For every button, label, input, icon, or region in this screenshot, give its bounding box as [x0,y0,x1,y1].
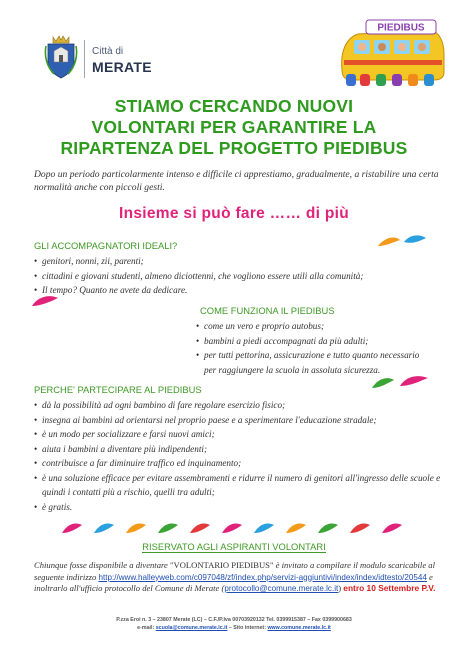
list-item: • è un modo per socializzare e farsi nuovi amici; [34,427,444,442]
list-item: • è gratis. [34,500,444,515]
list-item: • come un vero e proprio autobus; [196,319,426,334]
list-item: • dà la possibilità ad ogni bambino di fare regolare esercizio fisico; [34,398,444,413]
list-item: • cittadini e giovani studenti, almeno diciottenni, che vogliono essere utili alla comunità; [34,269,444,284]
reserved-title: RISERVATO AGLI ASPIRANTI VOLONTARI [142,541,326,552]
list-item: • aiuta i bambini a diventare più indipendenti; [34,442,444,457]
headline-line-2: VOLONTARI PER GARANTIRE LA [91,117,377,137]
section-2-list [196,319,426,377]
list-item: • per tutti pettorina, assicurazione e tutto quanto necessario per raggiungere la scuola in assoluta sicurezza. [196,348,426,377]
feather-icon [94,524,114,533]
list-item: • contribuisce a far diminuire traffico ed inquinamento; [34,456,444,471]
deadline: entro 10 Settembre P.V. [343,583,436,593]
feather-icon [350,524,370,533]
headline-line-1: STIAMO CERCANDO NUOVI [114,96,354,116]
list-item: • è una soluzione efficace per evitare assembramenti e ridurre il numero di genitori all'ingresso delle scuole e quindi i contatti più a rischio, quelli tra adulti; [34,471,444,500]
closing-text: Chiunque fosse disponibile a diventare "VOLONTARIO PIEDIBUS" è invitato a compilare il modulo scaricabile al seguente indirizzo http://www.halleyweb.com/c097048/zf/index.php/servizi-aggiuntivi/index/index/idtesto/20544 e inoltrarlo all'ufficio protocollo del Comune di Merate (protocollo@comune.merate.lc.it) entro 10 Settembre P.V. [34,560,436,593]
city-logo [44,34,184,84]
headline-line-3: RIPARTENZA DEL PROGETTO PIEDIBUS [60,138,408,158]
feather-icon [286,524,306,533]
feather-icon [370,372,430,394]
section-2-title: COME FUNZIONA IL PIEDIBUS [200,305,335,316]
protocol-email-link[interactable]: protocollo@comune.merate.lc.it [224,584,339,593]
footer [0,616,468,632]
footer-email-link[interactable]: scuola@comune.merate.lc.it [155,625,228,631]
section-3-title: PERCHE' PARTECIPARE AL PIEDIBUS [34,384,202,395]
city-name: MERATE [92,59,152,75]
feather-icon [30,292,60,310]
piedibus-bus-icon [336,18,448,90]
section-3-list [34,398,444,514]
list-item: • insegna ai bambini ad orientarsi nel proprio paese e a sperimentare l'educazione stradale; [34,413,444,428]
feather-icon [190,524,210,533]
feather-icon [222,524,242,533]
coat-of-arms-icon [44,34,78,80]
bus-sign-text: PIEDIBUS [377,22,425,34]
intro-text: Dopo un periodo particolarmente intenso e difficile ci apprestiamo, gradualmente, a ristabilire una certa normalità anche con piccoli gesti. [34,169,439,193]
list-item: • genitori, nonni, zii, parenti; [34,254,444,269]
feather-icon [62,524,82,533]
feather-icon [318,524,338,533]
slogan: Insieme si può fare …… di più [118,205,350,222]
feather-icon [126,524,146,533]
footer-contacts: e-mail: scuola@comune.merate.lc.it – Sito internet: www.comune.merate.lc.it [137,625,331,631]
headline [20,96,448,159]
section-1-list [34,254,444,298]
feather-icon [254,524,274,533]
list-item: • bambini a piedi accompagnati da più adulti; [196,334,426,349]
volunteer-role: "VOLONTARIO PIEDIBUS" [167,560,276,570]
feather-icon [382,524,402,533]
footer-website-link[interactable]: www.comune.merate.lc.it [267,625,331,631]
feather-row [62,519,412,537]
feather-icon [158,524,178,533]
list-item: • Il tempo? Quanto ne avete da dedicare. [34,283,444,298]
feather-icon [376,232,428,252]
section-1-title: GLI ACCOMPAGNATORI IDEALI? [34,240,178,251]
city-label: Città di [92,46,124,57]
logo-divider [84,40,85,78]
form-download-link[interactable]: http://www.halleyweb.com/c097048/zf/index.php/servizi-aggiuntivi/index/index/idtesto/20544 [98,572,427,582]
footer-address: P.zza Eroi n. 3 – 23807 Merate (LC) – C.F./P.Iva 00703920132 Tel. 0399915387 – Fax 0399900683 [116,617,352,623]
